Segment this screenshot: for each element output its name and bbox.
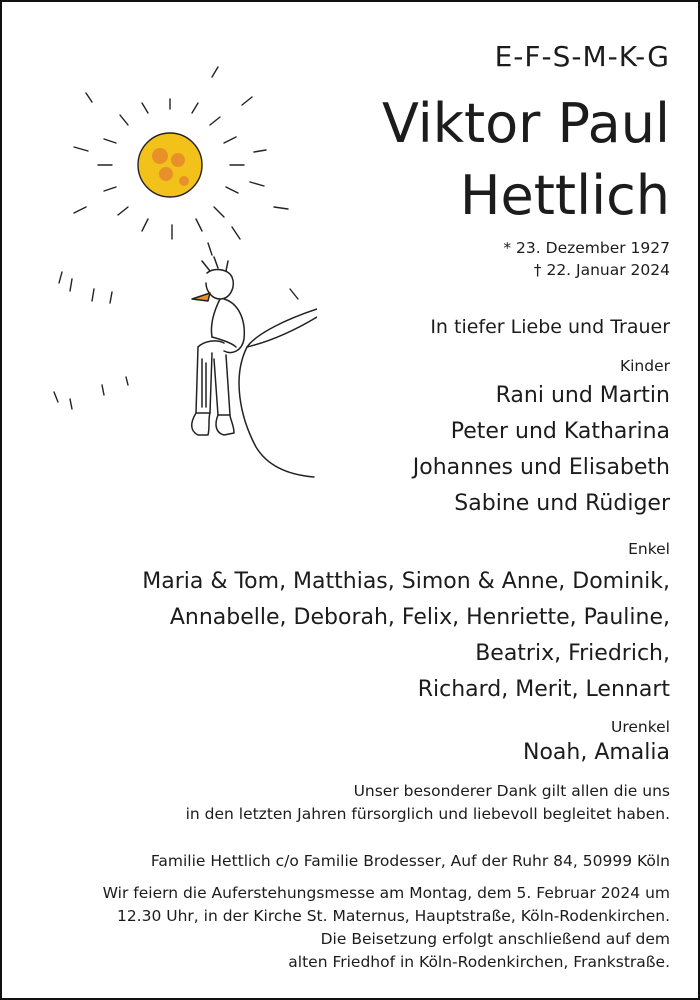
kinder-label: Kinder — [619, 357, 670, 375]
list-item: Peter und Katharina — [450, 419, 670, 444]
family-initials: E-F-S-M-K-G — [494, 40, 670, 73]
mourning-line: In tiefer Liebe und Trauer — [430, 316, 670, 338]
list-item: Beatrix, Friedrich, — [475, 641, 670, 666]
list-item: Maria & Tom, Matthias, Simon & Anne, Dominik, — [142, 569, 670, 594]
birth-date: * 23. Dezember 1927 — [503, 239, 670, 257]
funeral-line: Wir feiern die Auferstehungsmesse am Montag, dem 5. Februar 2024 um — [102, 884, 670, 902]
funeral-details — [103, 882, 670, 974]
deceased-surname: Hettlich — [459, 164, 670, 227]
urenkel-label: Urenkel — [610, 718, 670, 736]
enkel-list — [142, 564, 670, 708]
illustration — [42, 47, 317, 487]
thanks-line: Unser besonderer Dank gilt allen die uns — [353, 782, 670, 800]
urenkel-names: Noah, Amalia — [523, 740, 670, 765]
list-item: Annabelle, Deborah, Felix, Henriette, Pauline, — [169, 605, 670, 630]
list-item: Richard, Merit, Lennart — [417, 677, 670, 702]
family-address: Familie Hettlich c/o Familie Brodesser, Auf der Ruhr 84, 50999 Köln — [150, 852, 670, 870]
list-item: Johannes und Elisabeth — [412, 455, 670, 480]
sun-icon — [54, 67, 298, 409]
list-item: Rani und Martin — [495, 383, 670, 408]
deceased-first-names: Viktor Paul — [381, 92, 670, 155]
thanks-line: in den letzten Jahren fürsorglich und liebevoll begleitet haben. — [185, 805, 670, 823]
funeral-line: 12.30 Uhr, in der Kirche St. Maternus, Hauptstraße, Köln-Rodenkirchen. — [116, 907, 670, 925]
sitting-man-icon — [192, 257, 317, 477]
death-date: † 22. Januar 2024 — [533, 261, 670, 279]
funeral-line: alten Friedhof in Köln-Rodenkirchen, Frankstraße. — [288, 953, 670, 971]
kinder-list — [413, 378, 670, 522]
list-item: Sabine und Rüdiger — [454, 491, 670, 516]
funeral-line: Die Beisetzung erfolgt anschließend auf dem — [320, 930, 670, 948]
enkel-label: Enkel — [628, 540, 670, 558]
thanks-note — [186, 780, 670, 826]
